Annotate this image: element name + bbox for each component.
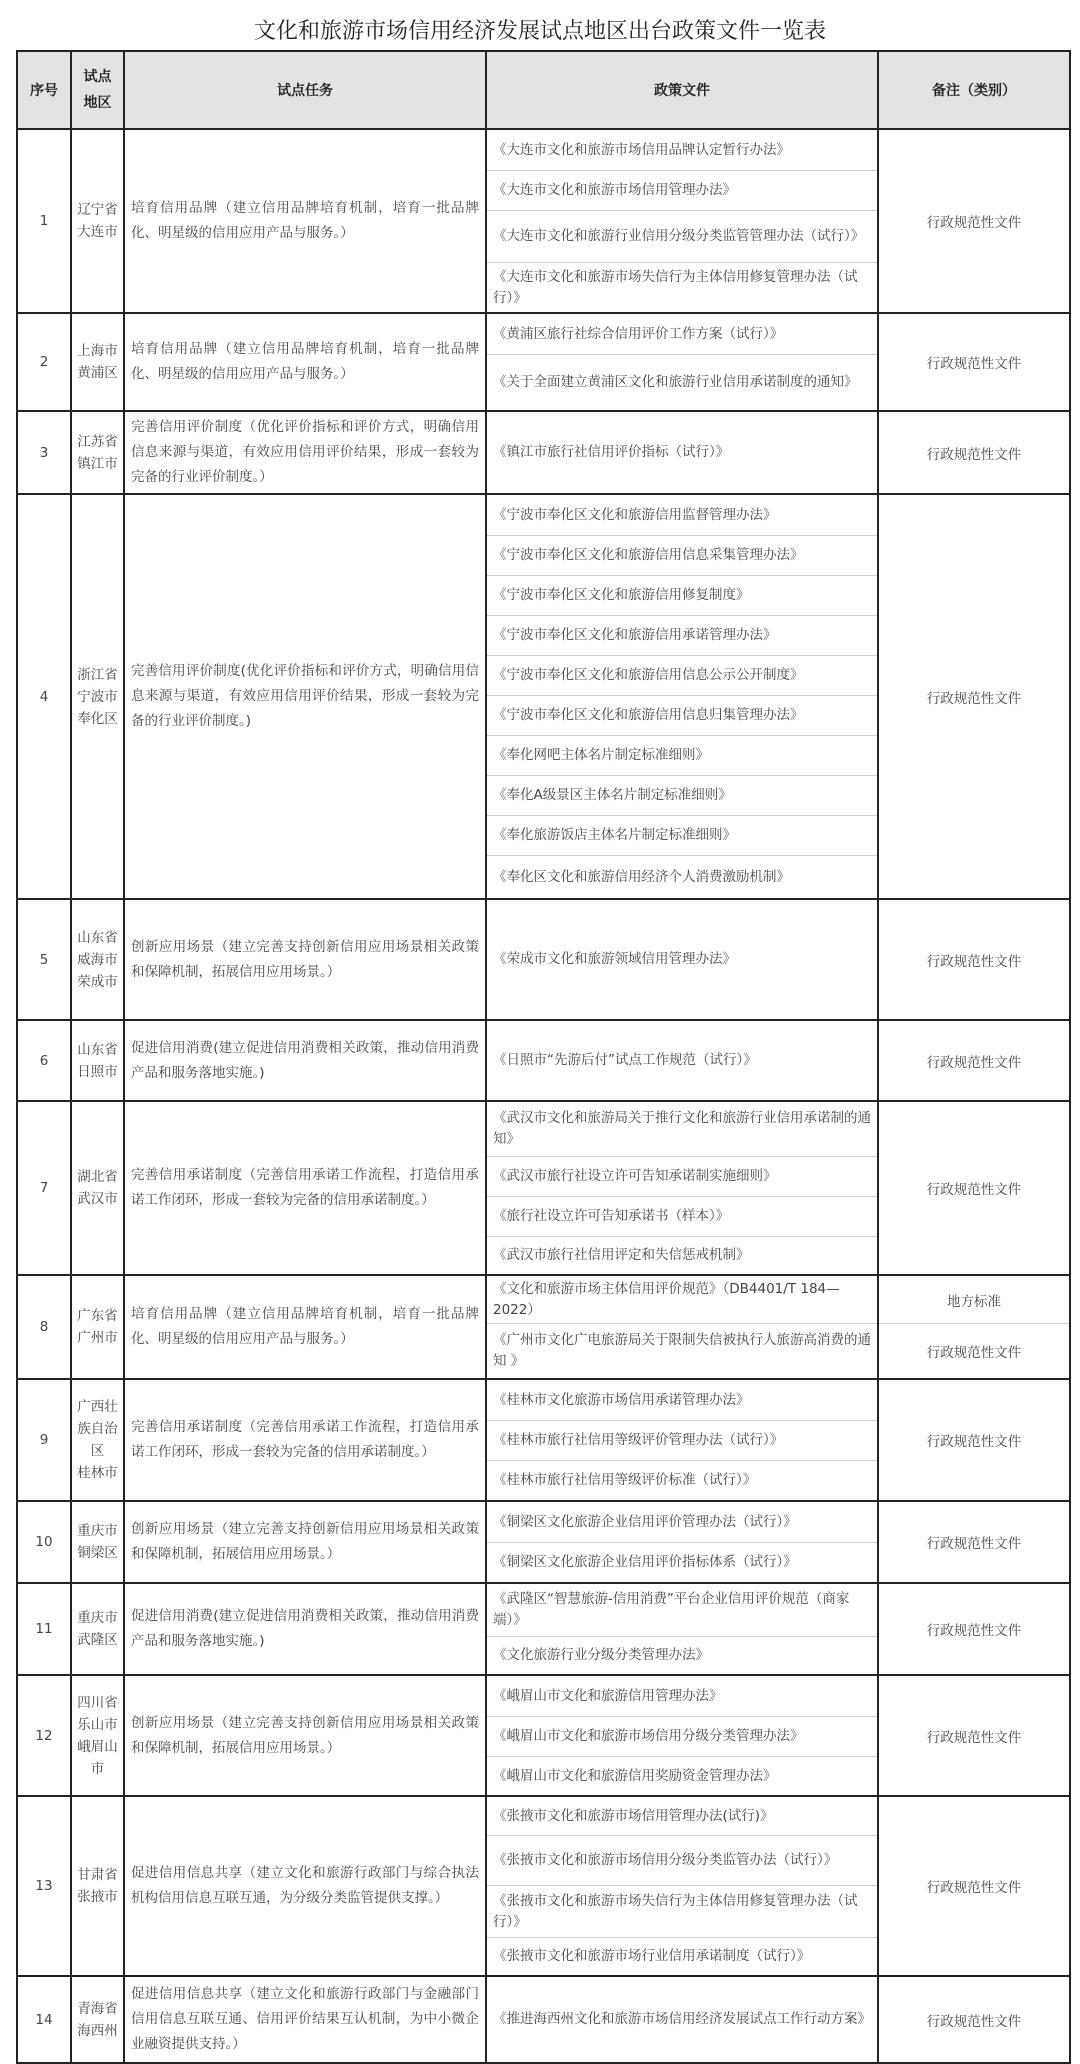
row-docs	[486, 1976, 878, 2063]
row-task: 创新应用场景（建立完善支持创新信用应用场景相关政策和保障机制，拓展信用应用场景。）	[124, 1501, 486, 1583]
policy-doc: 《文化和旅游市场主体信用评价规范》（DB4401/T 184—2022）	[493, 1280, 840, 1318]
region-line: 四川省	[77, 1694, 118, 1711]
policy-doc: 《铜梁区文化旅游企业信用评价管理办法（试行）》	[493, 1513, 797, 1530]
row-region	[71, 129, 124, 313]
note-category: 行政规范性文件	[926, 1434, 1022, 1450]
policy-doc: 《奉化旅游饭店主体名片制定标准细则》	[487, 815, 877, 855]
row-note	[878, 899, 1070, 1020]
policy-doc: 《峨眉山市文化和旅游信用管理办法》	[493, 1687, 723, 1704]
row-seq: 8	[17, 1275, 71, 1379]
policy-doc: 《张掖市文化和旅游市场失信行为主体信用修复管理办法（试行）》	[487, 1885, 877, 1937]
note-category: 行政规范性文件	[879, 1323, 1069, 1378]
table-row	[17, 1675, 1070, 1796]
row-task: 促进信用信息共享（建立文化和旅游行政部门与金融部门信用信息互联互通、信用评价结果互认机制，为中小微企业融资提供支持。）	[124, 1976, 486, 2063]
row-region	[71, 1020, 124, 1101]
table-row	[17, 1101, 1070, 1275]
region-line: 黄浦区	[77, 365, 118, 381]
header-note: 备注（类别）	[878, 51, 1070, 129]
table-row	[17, 1275, 1070, 1379]
note-category: 行政规范性文件	[926, 215, 1022, 231]
row-note	[878, 1020, 1070, 1101]
note-category: 行政规范性文件	[926, 1054, 1022, 1071]
region-line: 市	[90, 1760, 105, 1777]
policy-doc: 《峨眉山市文化和旅游市场信用分级分类管理办法》	[487, 1716, 877, 1756]
row-docs	[486, 494, 878, 899]
note-category: 行政规范性文件	[926, 1729, 1022, 1746]
row-docs	[486, 1020, 878, 1101]
note-category: 行政规范性文件	[926, 2013, 1022, 2030]
row-region	[71, 411, 124, 494]
row-note	[878, 411, 1070, 494]
row-task: 完善信用评价制度(优化评价指标和评价方式，明确信用信息来源与渠道，有效应用信用评价结果，形成一套较为完备的行业评价制度。)	[124, 494, 486, 899]
row-seq: 6	[17, 1020, 71, 1101]
note-category: 行政规范性文件	[926, 356, 1022, 372]
note-category: 行政规范性文件	[926, 1880, 1022, 1896]
row-note	[878, 1275, 1070, 1379]
policy-doc: 《宁波市奉化区文化和旅游信用修复制度》	[487, 575, 877, 615]
policy-doc: 《铜梁区文化旅游企业信用评价指标体系（试行）》	[487, 1542, 877, 1582]
region-line: 武汉市	[77, 1191, 118, 1207]
header-docs: 政策文件	[486, 51, 878, 129]
table-row	[17, 1020, 1070, 1101]
header-region	[71, 51, 124, 129]
region-line: 青海省	[77, 2000, 118, 2017]
region-line: 威海市	[77, 951, 118, 968]
row-seq: 1	[17, 129, 71, 313]
region-line: 广州市	[77, 1330, 118, 1346]
policy-doc: 《桂林市旅行社信用等级评价标准（试行）》	[487, 1460, 877, 1500]
row-seq: 3	[17, 411, 71, 494]
row-docs	[486, 1675, 878, 1796]
table-row	[17, 1976, 1070, 2063]
row-task: 完善信用承诺制度（完善信用承诺工作流程，打造信用承诺工作闭环，形成一套较为完备的信用承诺制度。）	[124, 1379, 486, 1501]
region-line: 族自治	[77, 1421, 118, 1437]
region-line: 浙江省	[77, 666, 118, 683]
row-note	[878, 1976, 1070, 2063]
note-category: 行政规范性文件	[926, 953, 1022, 970]
region-line: 铜梁区	[77, 1545, 118, 1561]
row-region	[71, 1275, 124, 1379]
note-category: 行政规范性文件	[926, 690, 1022, 707]
policy-doc: 《镇江市旅行社信用评价指标（试行）》	[493, 444, 730, 460]
row-region	[71, 1101, 124, 1275]
table-row	[17, 1796, 1070, 1976]
policy-doc: 《武隆区“智慧旅游-信用消费”平台企业信用评价规范（商家端）》	[493, 1591, 850, 1628]
policy-doc: 《奉化A级景区主体名片制定标准细则》	[487, 775, 877, 815]
policy-doc: 《张掖市文化和旅游市场信用分级分类监管办法（试行）》	[487, 1835, 877, 1885]
policy-doc: 《桂林市文化旅游市场信用承诺管理办法》	[493, 1391, 750, 1408]
row-region	[71, 1583, 124, 1675]
region-line: 武隆区	[77, 1632, 118, 1648]
row-note	[878, 1675, 1070, 1796]
policy-doc: 《宁波市奉化区文化和旅游信用信息公示公开制度》	[487, 655, 877, 695]
row-seq: 4	[17, 494, 71, 899]
policy-doc: 《荣成市文化和旅游领域信用管理办法》	[493, 951, 736, 967]
table-row	[17, 1379, 1070, 1501]
region-line: 宁波市	[77, 688, 118, 705]
policy-doc: 《武汉市文化和旅游局关于推行文化和旅游行业信用承诺制的通知》	[493, 1110, 871, 1147]
row-docs	[486, 313, 878, 411]
note-category: 地方标准	[947, 1293, 1001, 1310]
row-task: 促进信用信息共享（建立文化和旅游行政部门与综合执法机构信用信息互联互通，为分级分类监管提供支撑。）	[124, 1796, 486, 1976]
policy-doc: 《大连市文化和旅游市场信用管理办法》	[487, 170, 877, 210]
row-seq: 10	[17, 1501, 71, 1583]
policy-doc: 《关于全面建立黄浦区文化和旅游行业信用承诺制度的通知》	[487, 354, 877, 410]
row-seq: 5	[17, 899, 71, 1020]
note-category: 行政规范性文件	[926, 1623, 1022, 1639]
region-line: 日照市	[77, 1063, 118, 1080]
row-seq: 11	[17, 1583, 71, 1675]
row-note	[878, 494, 1070, 899]
table-row	[17, 313, 1070, 411]
policy-doc: 《宁波市奉化区文化和旅游信用监督管理办法》	[493, 506, 777, 523]
row-task: 促进信用消费(建立促进信用消费相关政策，推动信用消费产品和服务落地实施。)	[124, 1020, 486, 1101]
region-line: 桂林市	[77, 1465, 118, 1481]
row-task: 完善信用评价制度（优化评价指标和评价方式，明确信用信息来源与渠道，有效应用信用评价结果，形成一套较为完备的行业评价制度。）	[124, 411, 486, 494]
region-line: 镇江市	[77, 455, 118, 472]
header-task: 试点任务	[124, 51, 486, 129]
region-line: 上海市	[77, 343, 118, 359]
row-docs	[486, 411, 878, 494]
row-docs	[486, 129, 878, 313]
table-row	[17, 411, 1070, 494]
policy-doc: 《武汉市旅行社设立许可告知承诺制实施细则》	[487, 1156, 877, 1196]
policy-doc: 《广州市文化广电旅游局关于限制失信被执行人旅游高消费的通知 》	[487, 1323, 877, 1378]
row-note	[878, 1501, 1070, 1583]
policy-doc: 《大连市文化和旅游市场信用品牌认定暂行办法》	[493, 141, 790, 158]
row-task: 培育信用品牌（建立信用品牌培育机制，培育一批品牌化、明星级的信用应用产品与服务。）	[124, 1275, 486, 1379]
row-region	[71, 1501, 124, 1583]
region-line: 山东省	[77, 1041, 118, 1058]
policy-doc: 《大连市文化和旅游行业信用分级分类监管管理办法（试行）》	[487, 210, 877, 262]
row-docs	[486, 1379, 878, 1501]
row-note	[878, 1379, 1070, 1501]
row-seq: 9	[17, 1379, 71, 1501]
policy-doc: 《黄浦区旅行社综合信用评价工作方案（试行）》	[493, 325, 784, 342]
row-region	[71, 1675, 124, 1796]
region-line: 奉化区	[77, 710, 118, 727]
region-line: 重庆市	[77, 1610, 118, 1626]
policy-doc: 《宁波市奉化区文化和旅游信用信息归集管理办法》	[487, 695, 877, 735]
policy-doc: 《宁波市奉化区文化和旅游信用承诺管理办法》	[487, 615, 877, 655]
row-docs	[486, 1275, 878, 1379]
row-docs	[486, 899, 878, 1020]
policy-doc: 《文化旅游行业分级分类管理办法》	[487, 1636, 877, 1674]
row-docs	[486, 1501, 878, 1583]
table-title: 文化和旅游市场信用经济发展试点地区出台政策文件一览表	[253, 19, 826, 44]
region-line: 区	[90, 1443, 105, 1459]
table-body	[17, 129, 1070, 2063]
note-category: 行政规范性文件	[926, 1536, 1022, 1552]
row-seq: 2	[17, 313, 71, 411]
table-row	[17, 899, 1070, 1020]
region-line: 峨眉山	[77, 1738, 118, 1755]
header-region-text: 试点地区	[83, 69, 112, 111]
region-line: 海西州	[77, 2022, 118, 2039]
row-region	[71, 313, 124, 411]
row-docs	[486, 1101, 878, 1275]
region-line: 荣成市	[77, 973, 118, 990]
policy-doc: 《奉化区文化和旅游信用经济个人消费激励机制》	[487, 855, 877, 898]
policy-doc: 《奉化网吧主体名片制定标准细则》	[487, 735, 877, 775]
note-category: 行政规范性文件	[926, 446, 1022, 463]
row-task: 创新应用场景（建立完善支持创新信用应用场景相关政策和保障机制，拓展信用应用场景。）	[124, 899, 486, 1020]
header-row	[17, 51, 1070, 129]
row-region	[71, 899, 124, 1020]
policy-doc: 《峨眉山市文化和旅游信用奖励资金管理办法》	[487, 1756, 877, 1795]
policy-doc: 《推进海西州文化和旅游市场信用经济发展试点工作行动方案》	[493, 2011, 871, 2027]
policy-table	[16, 50, 1071, 2064]
region-line: 甘肃省	[77, 1867, 118, 1883]
region-line: 乐山市	[77, 1716, 118, 1733]
policy-doc: 《旅行社设立许可告知承诺书（样本）》	[487, 1196, 877, 1236]
region-line: 湖北省	[77, 1169, 118, 1185]
note-category: 行政规范性文件	[926, 1182, 1022, 1198]
region-line: 江苏省	[77, 433, 118, 450]
row-seq: 12	[17, 1675, 71, 1796]
policy-doc: 《武汉市旅行社信用评定和失信惩戒机制》	[487, 1236, 877, 1274]
row-task: 促进信用消费(建立促进信用消费相关政策，推动信用消费产品和服务落地实施。)	[124, 1583, 486, 1675]
row-note	[878, 129, 1070, 313]
region-line: 辽宁省	[77, 202, 118, 218]
row-task: 完善信用承诺制度（完善信用承诺工作流程，打造信用承诺工作闭环，形成一套较为完备的信用承诺制度。）	[124, 1101, 486, 1275]
policy-doc: 《桂林市旅行社信用等级评价管理办法（试行）》	[487, 1420, 877, 1460]
policy-doc: 《大连市文化和旅游市场失信行为主体信用修复管理办法（试行）》	[487, 262, 877, 312]
row-note	[878, 1101, 1070, 1275]
header-seq: 序号	[17, 51, 71, 129]
row-note	[878, 1796, 1070, 1976]
policy-doc: 《张掖市文化和旅游市场行业信用承诺制度（试行）》	[487, 1937, 877, 1975]
policy-doc: 《张掖市文化和旅游市场信用管理办法(试行)》	[493, 1807, 774, 1824]
policy-doc: 《日照市“先游后付”试点工作规范（试行）》	[493, 1052, 757, 1068]
row-region	[71, 494, 124, 899]
row-docs	[486, 1796, 878, 1976]
table-row	[17, 494, 1070, 899]
region-line: 张掖市	[77, 1889, 118, 1905]
table-row	[17, 129, 1070, 313]
row-region	[71, 1976, 124, 2063]
row-task: 培育信用品牌（建立信用品牌培育机制，培育一批品牌化、明星级的信用应用产品与服务。）	[124, 129, 486, 313]
row-task: 创新应用场景（建立完善支持创新信用应用场景相关政策和保障机制，拓展信用应用场景。）	[124, 1675, 486, 1796]
row-docs	[486, 1583, 878, 1675]
region-line: 山东省	[77, 929, 118, 946]
row-note	[878, 313, 1070, 411]
row-seq: 13	[17, 1796, 71, 1976]
table-row	[17, 1501, 1070, 1583]
row-region	[71, 1379, 124, 1501]
region-line: 广西壮	[77, 1399, 118, 1415]
row-note	[878, 1583, 1070, 1675]
row-task: 培育信用品牌（建立信用品牌培育机制，培育一批品牌化、明星级的信用应用产品与服务。）	[124, 313, 486, 411]
row-region	[71, 1796, 124, 1976]
region-line: 大连市	[77, 224, 118, 240]
table-row	[17, 1583, 1070, 1675]
row-seq: 14	[17, 1976, 71, 2063]
region-line: 广东省	[77, 1308, 118, 1324]
row-seq: 7	[17, 1101, 71, 1275]
region-line: 重庆市	[77, 1523, 118, 1539]
policy-doc: 《宁波市奉化区文化和旅游信用信息采集管理办法》	[487, 535, 877, 575]
